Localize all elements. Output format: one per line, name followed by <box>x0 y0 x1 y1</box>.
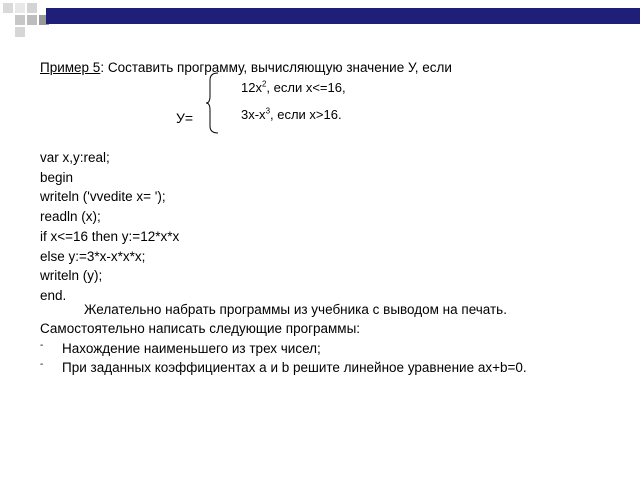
slide-header-band <box>0 0 640 36</box>
code-line: writeln (y); <box>40 268 103 284</box>
print-note: Желательно набрать программы из учебника с выводом на печать. <box>84 302 507 317</box>
task-text: Нахождение наименьшего из трех чисел; <box>62 341 321 356</box>
code-line: begin <box>40 169 74 185</box>
example-heading <box>40 60 452 75</box>
decor-square <box>27 3 37 13</box>
case-1-exponent: 2 <box>261 79 267 89</box>
case-2-condition: , если x>16. <box>270 107 342 122</box>
decor-square <box>27 15 37 25</box>
bullet-dash: - <box>40 359 44 370</box>
code-line: end. <box>40 287 67 303</box>
decor-square <box>15 15 25 25</box>
code-line: if x<=16 then y:=12*x*x <box>40 228 180 244</box>
code-line: var x,y:real; <box>40 150 110 165</box>
formula-case-1 <box>241 80 346 95</box>
bullet-dash: - <box>40 340 44 351</box>
curly-brace-icon <box>206 72 220 134</box>
example-label: Пример 5 <box>40 60 101 75</box>
case-2-expr: 3x-x <box>241 107 266 122</box>
case-2-exponent: 3 <box>265 106 271 116</box>
list-item <box>40 339 527 358</box>
case-1-condition: , если x<=16, <box>266 80 346 95</box>
code-line: writeln ('vvedite x= '); <box>40 189 166 205</box>
formula-case-2 <box>241 107 342 122</box>
formula-lhs: У= <box>176 110 194 126</box>
header-bar <box>46 8 640 24</box>
code-line: else y:=3*x-x*x*x; <box>40 248 146 264</box>
example-task-text: : Составить программу, вычисляющую значение У, если <box>100 60 452 75</box>
code-line: readln (x); <box>40 209 101 225</box>
decor-square <box>3 3 13 13</box>
case-1-expr: 12x <box>241 80 262 95</box>
task-list <box>40 339 527 377</box>
list-item <box>40 358 527 377</box>
program-code <box>40 148 179 306</box>
task-text: При заданных коэффициентах a и b решите линейное уравнение ax+b=0. <box>62 360 527 375</box>
decor-square <box>15 3 25 13</box>
tasks-intro: Самостоятельно написать следующие программы: <box>40 321 361 336</box>
decor-square <box>15 27 25 37</box>
